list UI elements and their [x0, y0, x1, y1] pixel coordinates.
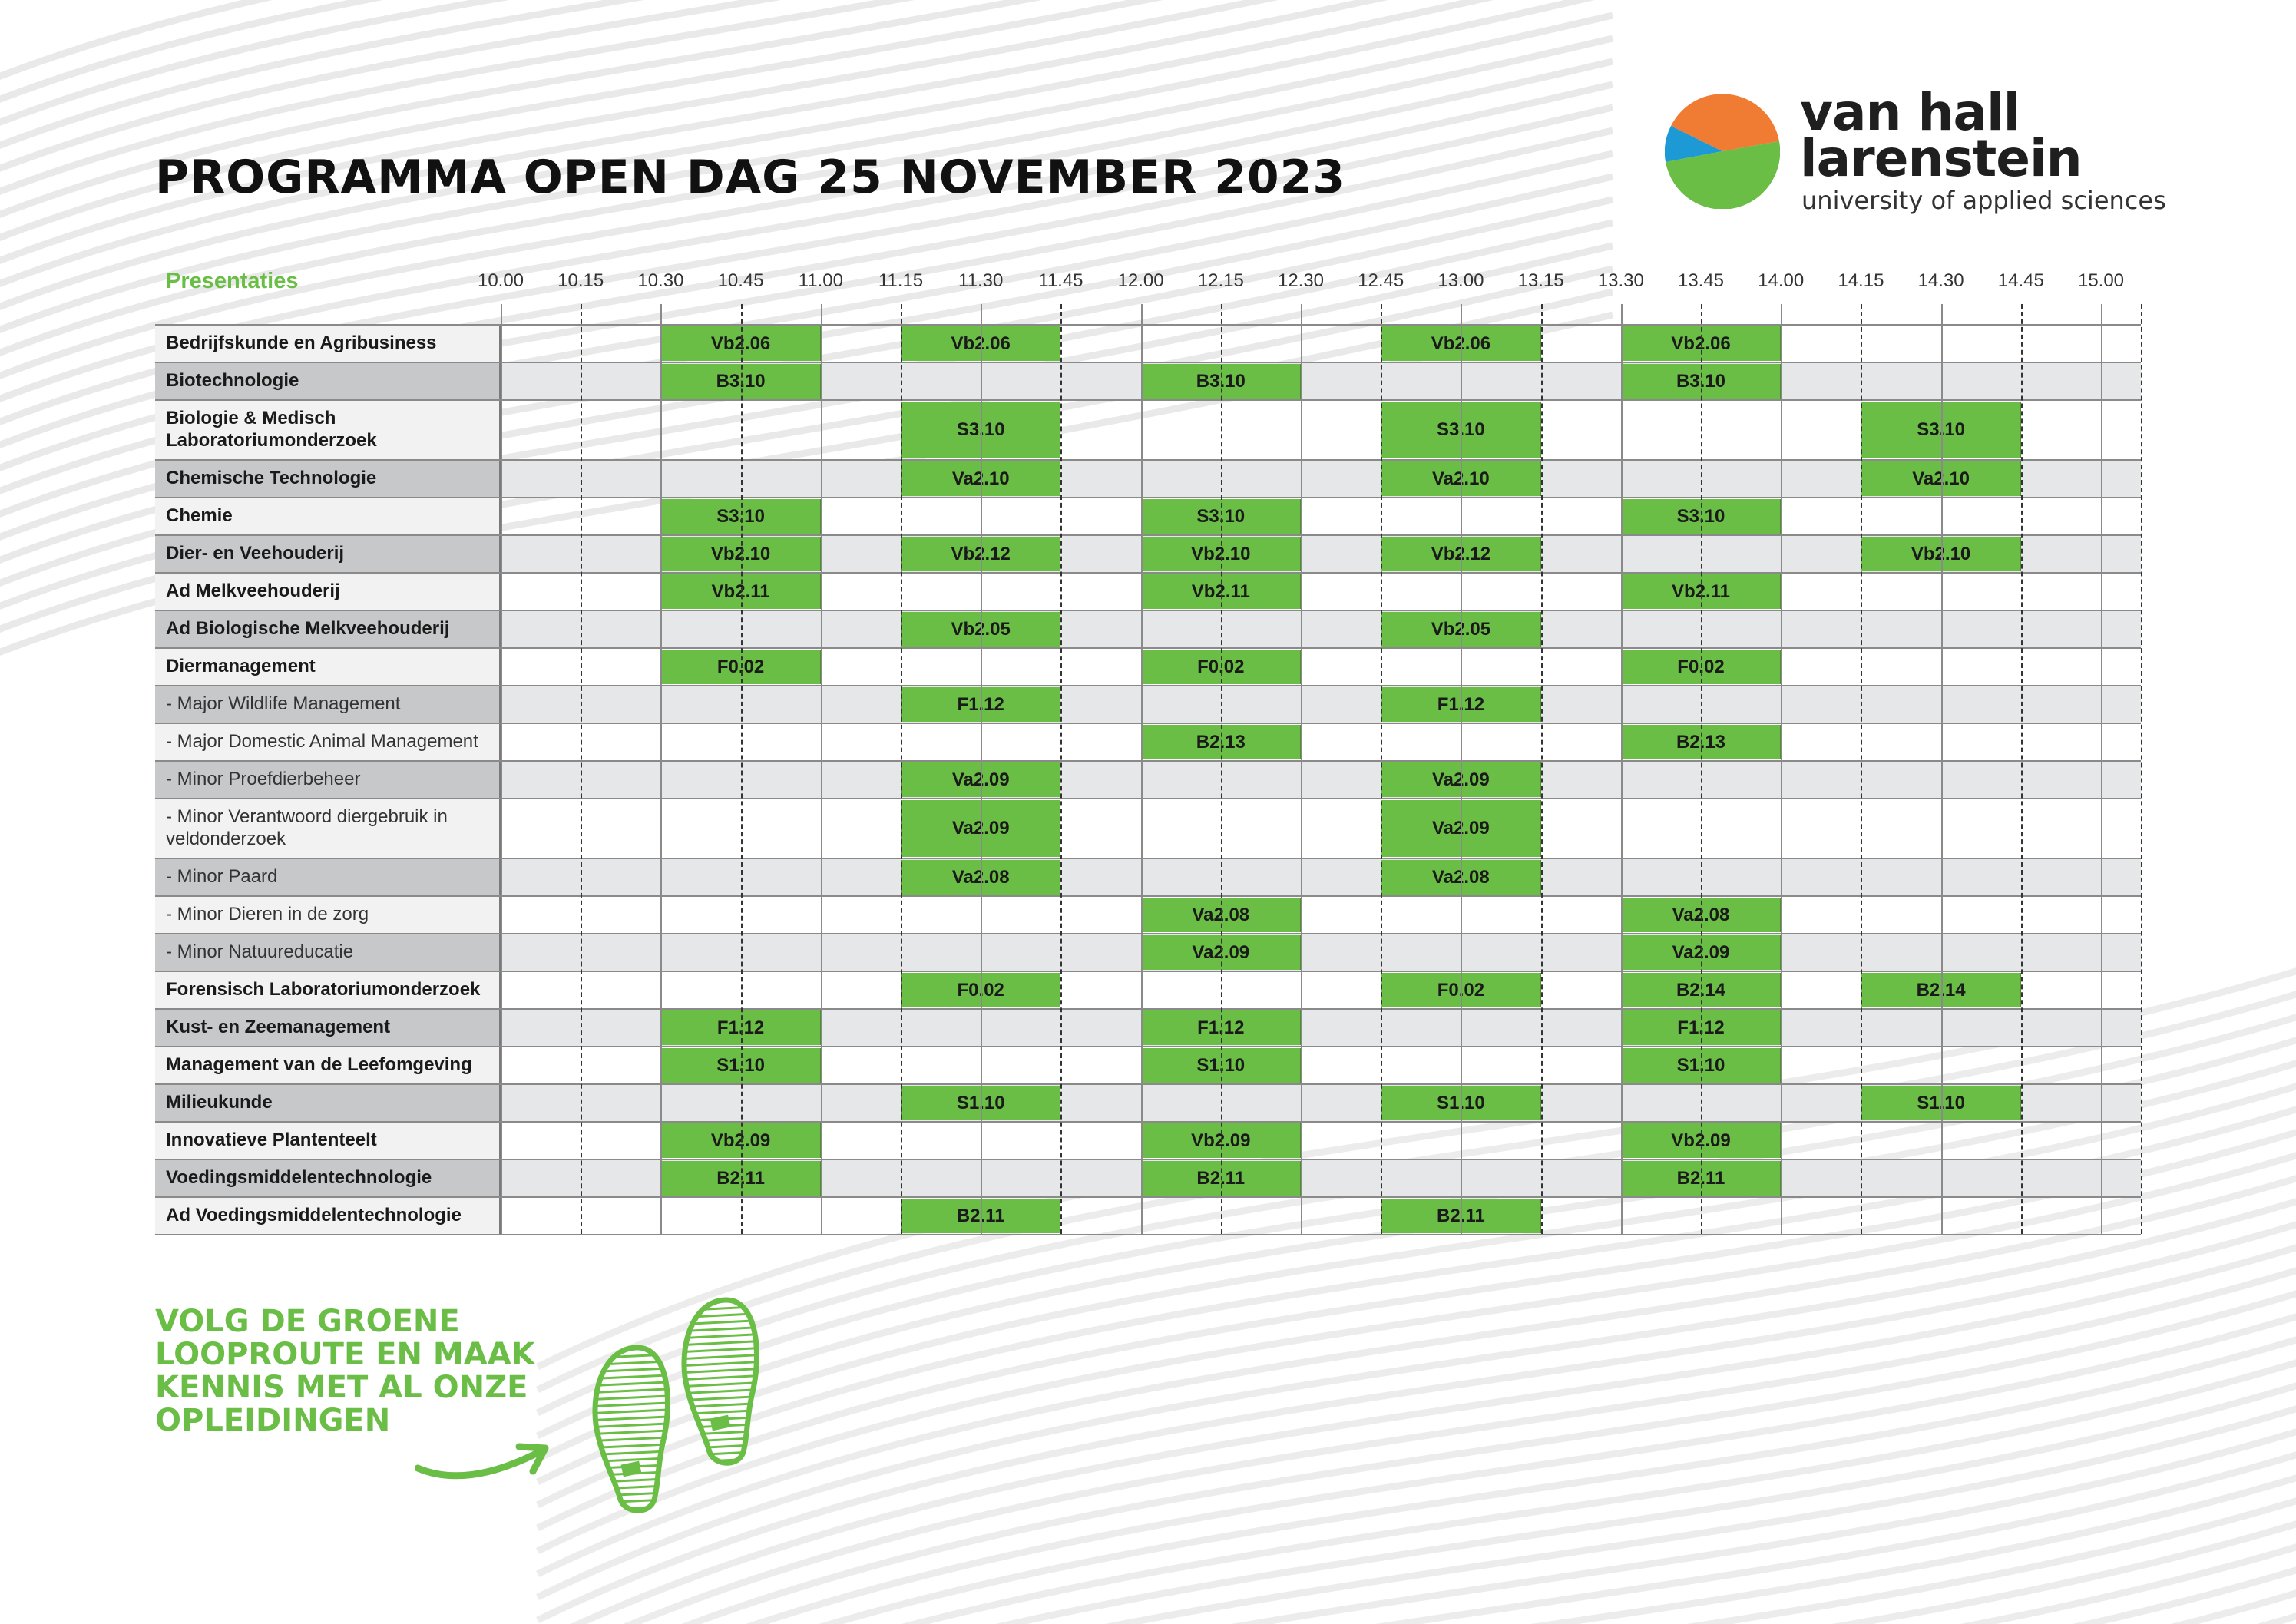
time-tick-label: 14.45: [1997, 270, 2044, 291]
logo-wordmark-line2: larenstein: [1800, 129, 2082, 188]
session-cell[interactable]: Va2.08: [1381, 860, 1540, 895]
programme-label-text: - Minor Verantwoord diergebruik in veldonderzoek: [166, 806, 448, 849]
programme-label-text: Diermanagement: [166, 656, 316, 677]
session-cell[interactable]: S1.10: [1141, 1048, 1301, 1083]
session-cell[interactable]: Vb2.06: [901, 326, 1060, 361]
programme-label: [155, 724, 501, 760]
table-row: [155, 971, 2141, 1008]
programme-label: [155, 686, 501, 723]
page-title: PROGRAMMA OPEN DAG 25 NOVEMBER 2023: [155, 150, 1346, 204]
session-cell[interactable]: S3.10: [1621, 499, 1781, 534]
programme-label: [155, 611, 501, 647]
time-tick-label: 12.30: [1277, 270, 1325, 291]
time-tick-label: 12.15: [1197, 270, 1244, 291]
programme-label-text: Management van de Leefomgeving: [166, 1054, 472, 1076]
session-cell[interactable]: Va2.09: [901, 800, 1060, 857]
table-row: [155, 1008, 2141, 1046]
table-row: [155, 572, 2141, 610]
table-row: [155, 1159, 2141, 1196]
programme-label: [155, 1010, 501, 1046]
time-tick-label: 15.00: [2077, 270, 2125, 291]
session-cell[interactable]: Vb2.09: [1141, 1123, 1301, 1158]
session-cell[interactable]: S1.10: [901, 1086, 1060, 1120]
curved-arrow-icon: [415, 1436, 553, 1490]
programme-label-text: Ad Voedingsmiddelentechnologie: [166, 1205, 462, 1226]
table-row: [155, 723, 2141, 760]
session-cell[interactable]: F0.02: [1621, 650, 1781, 684]
table-row: [155, 647, 2141, 685]
session-cell[interactable]: B2.11: [1141, 1161, 1301, 1196]
table-row: [155, 933, 2141, 971]
programme-label-text: Biotechnologie: [166, 370, 299, 392]
footer-line: VOLG DE GROENE: [155, 1304, 460, 1339]
programme-label: [155, 934, 501, 971]
table-row: [155, 610, 2141, 647]
session-cell[interactable]: Vb2.10: [660, 537, 820, 571]
session-cell[interactable]: S3.10: [1381, 402, 1540, 458]
programme-label-text: - Minor Natuureducatie: [166, 941, 354, 963]
footer-callout: [155, 1305, 585, 1437]
session-cell[interactable]: B3.10: [1141, 364, 1301, 399]
programme-label-text: Milieukunde: [166, 1092, 273, 1113]
session-cell[interactable]: Vb2.10: [1861, 537, 2020, 571]
table-row: [155, 362, 2141, 399]
table-bottom-border: [155, 1234, 2141, 1235]
table-row: [155, 685, 2141, 723]
session-cell[interactable]: B2.11: [1621, 1161, 1781, 1196]
programme-label: [155, 363, 501, 399]
session-cell[interactable]: Va2.09: [1381, 800, 1540, 857]
time-tick-label: 14.15: [1838, 270, 1884, 291]
time-tick-label: 11.00: [798, 270, 843, 291]
time-tick-label: 11.15: [878, 270, 924, 291]
session-cell[interactable]: S1.10: [1381, 1086, 1540, 1120]
table-row: [155, 1083, 2141, 1121]
programme-label: [155, 1085, 501, 1121]
session-cell[interactable]: S1.10: [1861, 1086, 2020, 1120]
session-cell[interactable]: F0.02: [1381, 973, 1540, 1007]
programme-label-text: Bedrijfskunde en Agribusiness: [166, 332, 437, 354]
session-cell[interactable]: F1.12: [1381, 687, 1540, 722]
session-cell[interactable]: S3.10: [1861, 402, 2020, 458]
session-cell[interactable]: Va2.09: [1141, 935, 1301, 970]
session-cell[interactable]: Vb2.09: [1621, 1123, 1781, 1158]
session-cell[interactable]: Vb2.09: [660, 1123, 820, 1158]
session-cell[interactable]: Vb2.11: [660, 574, 820, 609]
programme-label-text: - Minor Proefdierbeheer: [166, 769, 361, 790]
session-cell[interactable]: Va2.10: [1861, 461, 2020, 496]
session-cell[interactable]: Va2.09: [901, 762, 1060, 797]
time-tick-label: 12.00: [1117, 270, 1164, 291]
programme-label-text: Biologie & Medisch Laboratoriumonderzoek: [166, 408, 377, 451]
session-cell[interactable]: Vb2.10: [1141, 537, 1301, 571]
programme-label: [155, 762, 501, 798]
time-gridline: [2141, 304, 2142, 1234]
session-cell[interactable]: Va2.08: [1141, 898, 1301, 932]
programme-label-text: Chemie: [166, 505, 233, 527]
session-cell[interactable]: Vb2.06: [660, 326, 820, 361]
programme-label: [155, 1123, 501, 1159]
table-row: [155, 497, 2141, 534]
session-cell[interactable]: F0.02: [1141, 650, 1301, 684]
table-row: [155, 399, 2141, 459]
table-row: [155, 1046, 2141, 1083]
table-row: [155, 798, 2141, 858]
table-row: [155, 534, 2141, 572]
table-row: [155, 1196, 2141, 1234]
session-cell[interactable]: S1.10: [1621, 1048, 1781, 1083]
session-cell[interactable]: Va2.08: [901, 860, 1060, 895]
session-cell[interactable]: S3.10: [660, 499, 820, 534]
session-cell[interactable]: B3.10: [660, 364, 820, 399]
session-cell[interactable]: B2.11: [660, 1161, 820, 1196]
time-tick-label: 11.30: [958, 270, 1004, 291]
session-cell[interactable]: F1.12: [901, 687, 1060, 722]
session-cell[interactable]: F1.12: [1141, 1010, 1301, 1045]
session-cell[interactable]: Va2.09: [1621, 935, 1781, 970]
programme-label: [155, 897, 501, 933]
session-cell[interactable]: Va2.08: [1621, 898, 1781, 932]
session-cell[interactable]: Vb2.11: [1621, 574, 1781, 609]
programme-label: [155, 326, 501, 362]
table-row: [155, 858, 2141, 895]
session-cell[interactable]: Vb2.05: [1381, 612, 1540, 647]
time-tick-label: 14.30: [1917, 270, 1964, 291]
session-cell[interactable]: Va2.09: [1381, 762, 1540, 797]
programme-label: [155, 972, 501, 1008]
programme-label-text: Chemische Technologie: [166, 468, 377, 489]
programme-label-text: - Minor Dieren in de zorg: [166, 904, 369, 925]
session-cell[interactable]: B2.13: [1621, 725, 1781, 759]
session-cell[interactable]: Vb2.12: [901, 537, 1060, 571]
programme-label-text: Kust- en Zeemanagement: [166, 1017, 391, 1038]
time-tick-label: 11.45: [1038, 270, 1083, 291]
footer-line: KENNIS MET AL ONZE: [155, 1370, 528, 1405]
logo-tagline: university of applied sciences: [1801, 186, 2166, 215]
time-tick-label: 13.45: [1677, 270, 1725, 291]
session-cell[interactable]: S3.10: [1141, 499, 1301, 534]
programme-label: [155, 1160, 501, 1196]
logo-wordmark-line1: van hall: [1800, 83, 2020, 142]
session-cell[interactable]: Vb2.05: [901, 612, 1060, 647]
time-tick-label: 10.30: [637, 270, 684, 291]
session-cell[interactable]: Vb2.11: [1141, 574, 1301, 609]
session-cell[interactable]: Vb2.06: [1381, 326, 1540, 361]
programme-label: [155, 574, 501, 610]
programme-label-text: Ad Biologische Melkveehouderij: [166, 618, 450, 640]
table-row: [155, 760, 2141, 798]
session-cell[interactable]: F1.12: [1621, 1010, 1781, 1045]
table-row: [155, 895, 2141, 933]
time-tick-label: 10.00: [477, 270, 524, 291]
session-cell[interactable]: Va2.10: [1381, 461, 1540, 496]
time-tick-label: 10.15: [557, 270, 604, 291]
programme-label-text: Dier- en Veehouderij: [166, 543, 345, 564]
session-cell[interactable]: B2.11: [1381, 1199, 1540, 1233]
programme-label: [155, 536, 501, 572]
programme-label: [155, 649, 501, 685]
session-cell[interactable]: Vb2.12: [1381, 537, 1540, 571]
session-cell[interactable]: Vb2.06: [1621, 326, 1781, 361]
programme-label: [155, 401, 501, 459]
session-cell[interactable]: B2.13: [1141, 725, 1301, 759]
time-tick-label: 13.30: [1597, 270, 1644, 291]
programme-label-text: - Major Wildlife Management: [166, 693, 401, 715]
programme-label: [155, 859, 501, 895]
footprints-icon: [584, 1294, 768, 1517]
time-tick-label: 12.45: [1358, 270, 1404, 291]
table-row: [155, 324, 2141, 362]
session-cell[interactable]: S3.10: [901, 402, 1060, 458]
programme-label: [155, 1047, 501, 1083]
programme-label: [155, 1198, 501, 1234]
session-cell[interactable]: S1.10: [660, 1048, 820, 1083]
session-cell[interactable]: B2.14: [1621, 973, 1781, 1007]
programme-label: [155, 799, 501, 858]
session-cell[interactable]: B2.14: [1861, 973, 2020, 1007]
session-cell[interactable]: B2.11: [901, 1199, 1060, 1233]
session-cell[interactable]: F0.02: [901, 973, 1060, 1007]
session-cell[interactable]: F1.12: [660, 1010, 820, 1045]
table-row: [155, 459, 2141, 497]
footer-line: OPLEIDINGEN: [155, 1403, 391, 1438]
programme-label: [155, 498, 501, 534]
session-cell[interactable]: F0.02: [660, 650, 820, 684]
time-tick-label: 13.15: [1517, 270, 1564, 291]
programme-label-text: - Major Domestic Animal Management: [166, 731, 478, 752]
programme-label-text: - Minor Paard: [166, 866, 278, 888]
programme-label-text: Ad Melkveehouderij: [166, 580, 340, 602]
time-tick-label: 10.45: [717, 270, 764, 291]
programme-label-text: Voedingsmiddelentechnologie: [166, 1167, 432, 1189]
programme-label-text: Forensisch Laboratoriumonderzoek: [166, 979, 481, 1001]
time-tick-label: 14.00: [1758, 270, 1805, 291]
session-cell[interactable]: B3.10: [1621, 364, 1781, 399]
table-header-label: Presentaties: [166, 269, 299, 293]
footer-line: LOOPROUTE EN MAAK: [155, 1337, 535, 1372]
programme-label-text: Innovatieve Plantenteelt: [166, 1130, 377, 1151]
time-tick-label: 13.00: [1437, 270, 1484, 291]
table-row: [155, 1121, 2141, 1159]
programme-label: [155, 461, 501, 497]
session-cell[interactable]: Va2.10: [901, 461, 1060, 496]
